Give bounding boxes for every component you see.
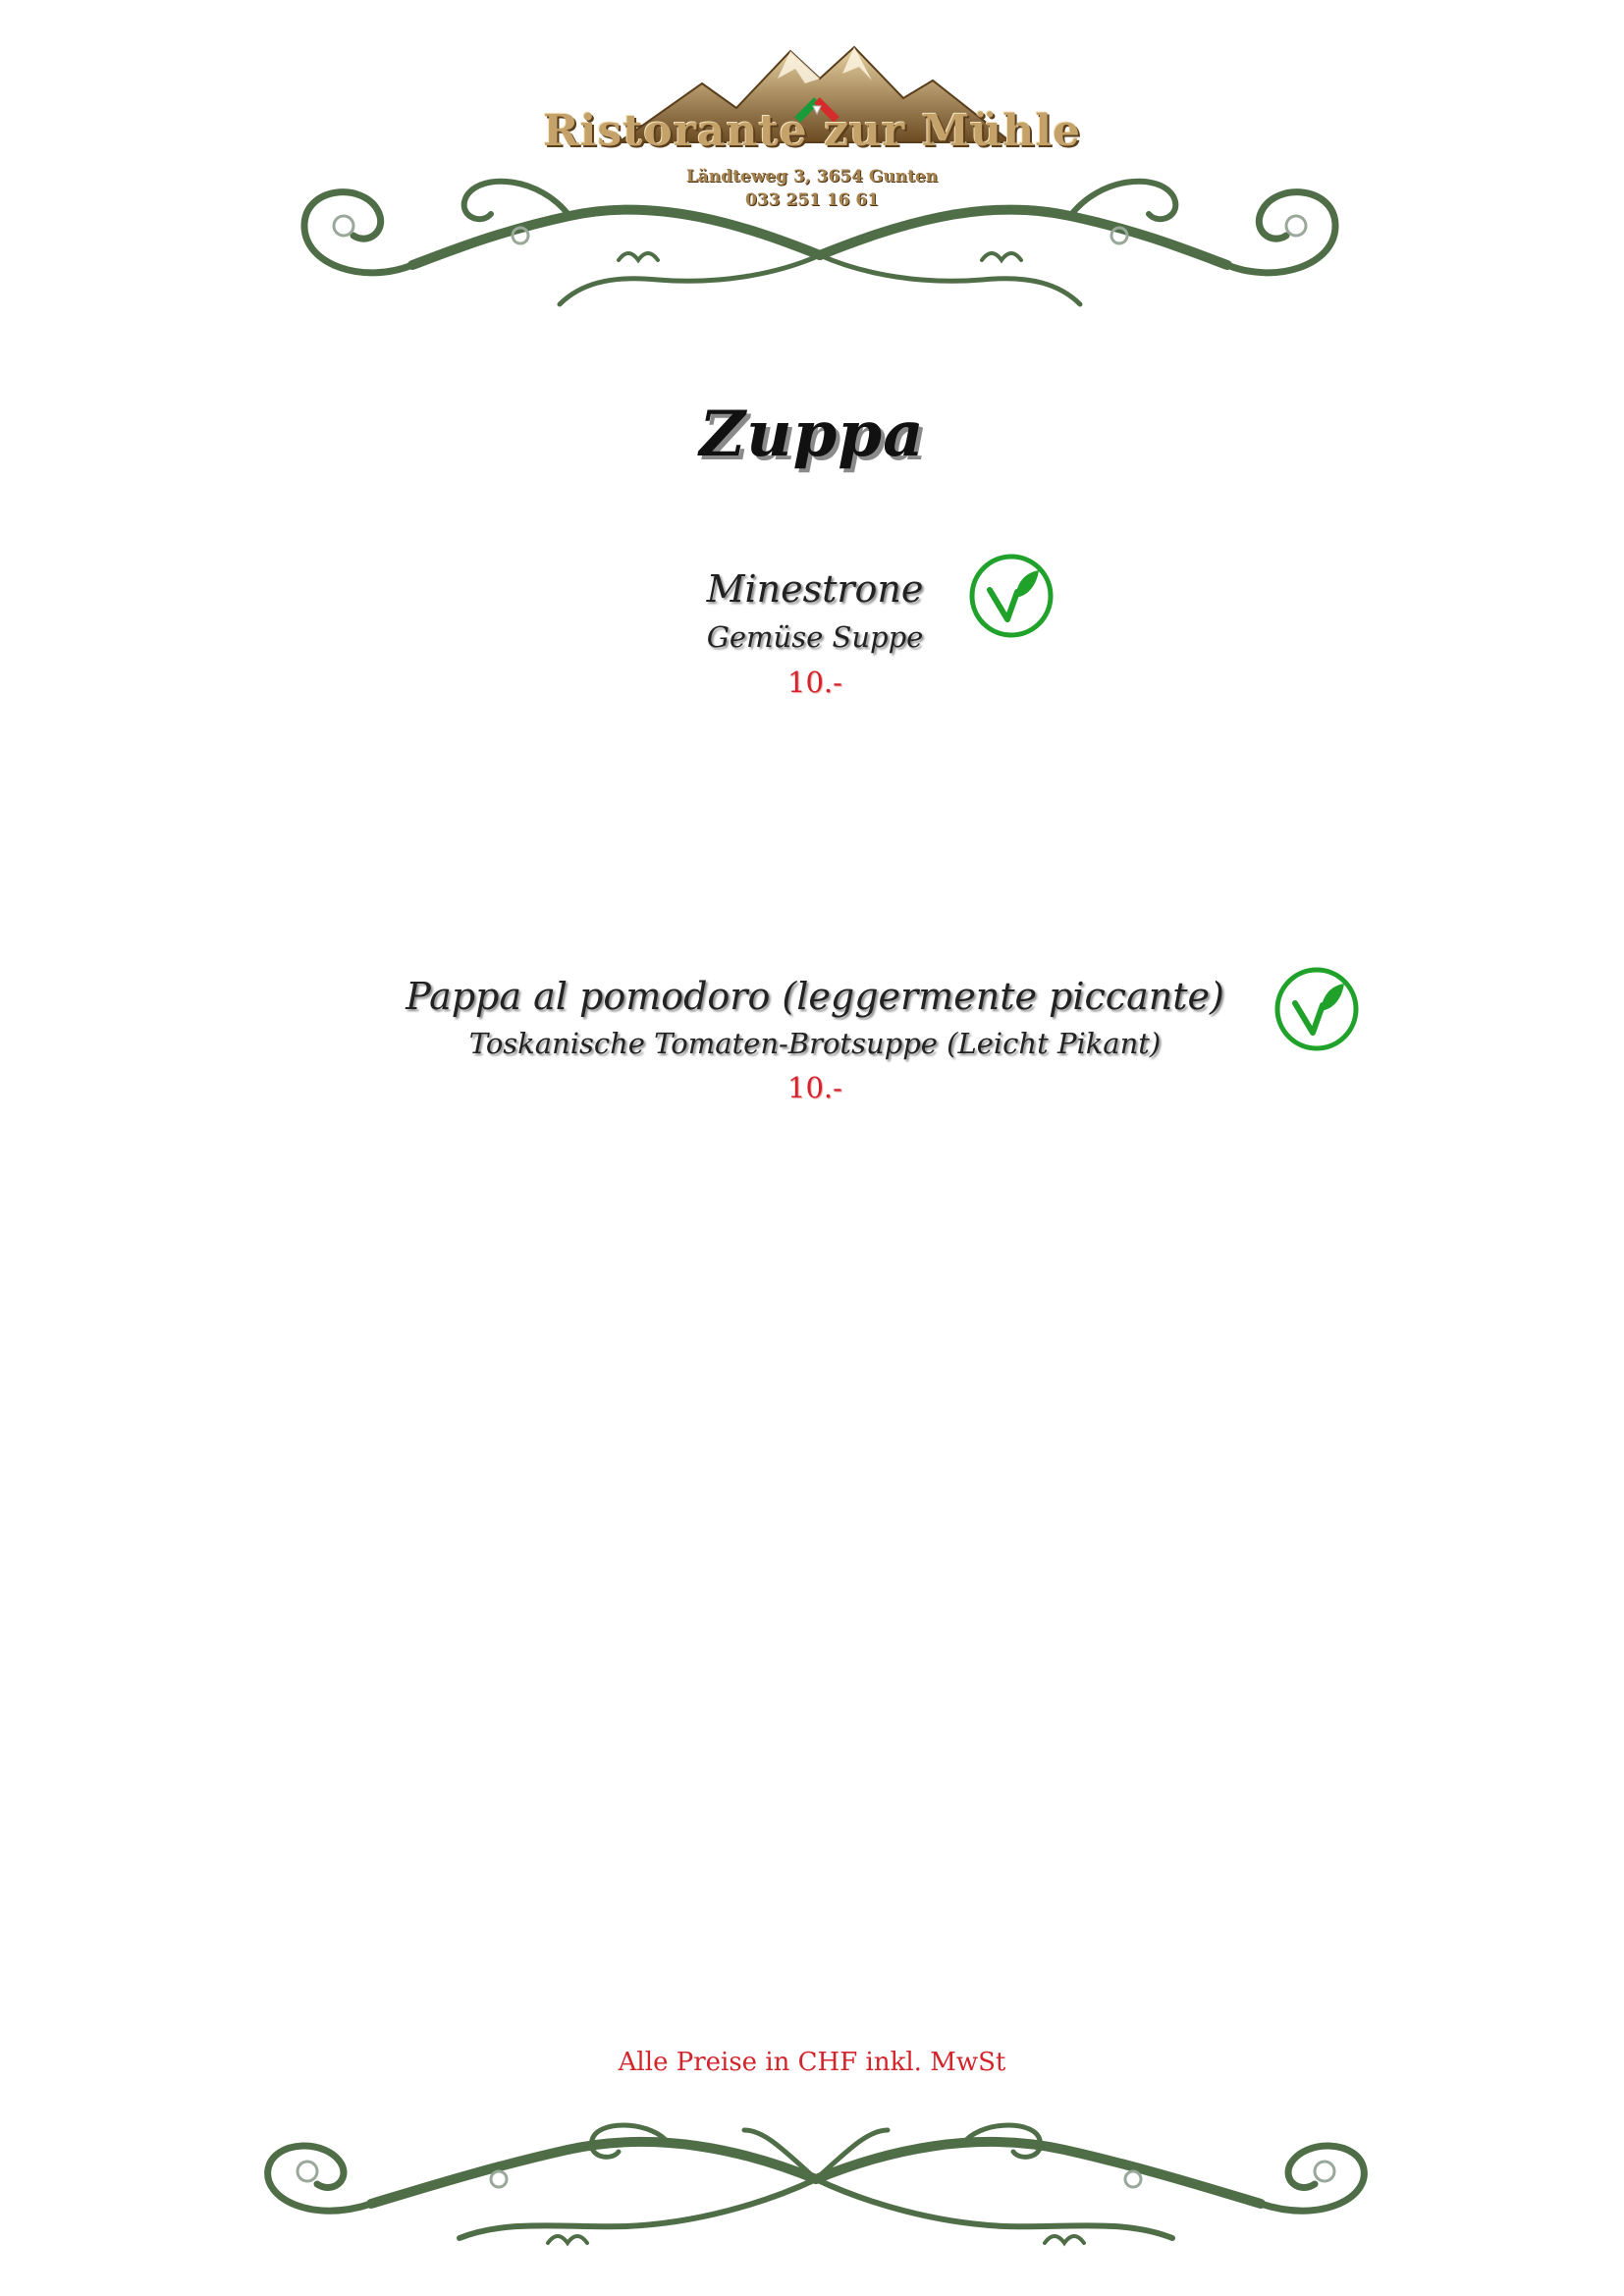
menu-item-name: Minestrone <box>706 567 924 611</box>
footer-swirl-ornament-icon <box>253 2110 1379 2268</box>
restaurant-phone: 033 251 16 61 <box>744 190 880 210</box>
menu-item-description: Toskanische Tomaten-Brotsuppe (Leicht Pikant) <box>468 1027 1162 1060</box>
menu-item-name: Pappa al pomodoro (leggermente piccante) <box>406 975 1224 1018</box>
vegan-leaf-icon <box>1273 966 1360 1052</box>
section-title: Zuppa <box>699 398 925 471</box>
header-swirl-ornament-icon <box>285 157 1355 314</box>
vegan-leaf-icon <box>968 553 1055 639</box>
page-header <box>0 0 1624 324</box>
menu-item-price: 10.- <box>787 666 842 699</box>
footer-price-note: Alle Preise in CHF inkl. MwSt <box>618 2048 1006 2077</box>
menu-item-description: Gemüse Suppe <box>706 620 924 654</box>
restaurant-name: Ristorante zur Mühle <box>543 106 1081 156</box>
restaurant-address: Ländteweg 3, 3654 Gunten <box>685 167 939 187</box>
menu-item-price: 10.- <box>787 1071 842 1104</box>
